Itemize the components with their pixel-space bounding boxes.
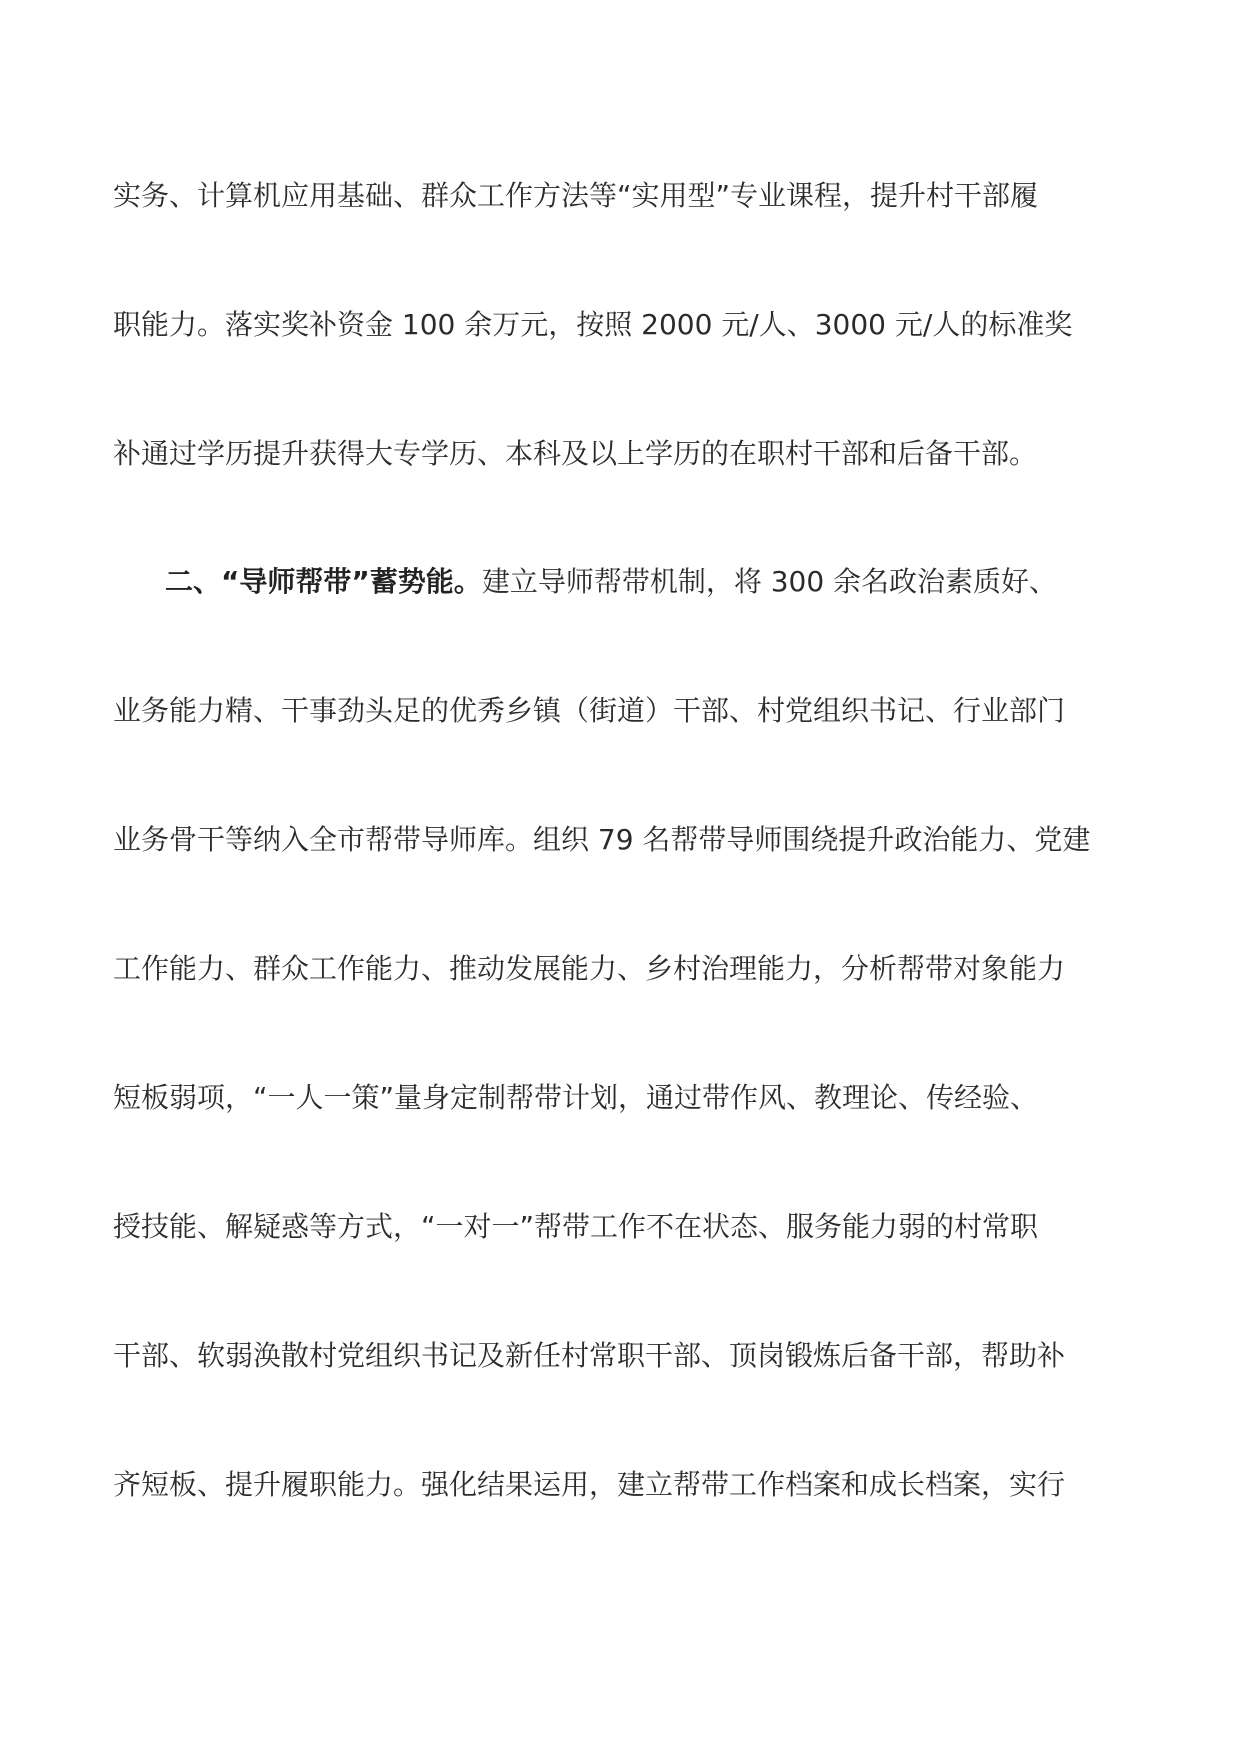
paragraph-line-1: 实务、计算机应用基础、群众工作方法等“实用型”专业课程，提升村干部履: [113, 179, 1039, 212]
section-2-first-line: [113, 562, 1143, 602]
paragraph-line-8: 短板弱项，“一人一策”量身定制帮带计划，通过带作风、教理论、传经验、: [113, 1081, 1039, 1114]
paragraph-line-5: 业务能力精、干事劲头足的优秀乡镇（街道）干部、村党组织书记、行业部门: [113, 694, 1066, 727]
paragraph-line-10: 干部、软弱涣散村党组织书记及新任村常职干部、顶岗锻炼后备干部，帮助补: [113, 1339, 1066, 1372]
paragraph-line-6: 业务骨干等纳入全市帮带导师库。组织 79 名帮带导师围绕提升政治能力、党建: [113, 823, 1091, 856]
section-2-heading: 二、“导师帮带”蓄势能。: [165, 565, 482, 598]
paragraph-line-7: 工作能力、群众工作能力、推动发展能力、乡村治理能力，分析帮带对象能力: [113, 952, 1066, 985]
paragraph-line-2: 职能力。落实奖补资金 100 余万元，按照 2000 元/人、3000 元/人的标准奖: [113, 308, 1073, 341]
paragraph-line-9: 授技能、解疑惑等方式，“一对一”帮带工作不在状态、服务能力弱的村常职: [113, 1210, 1039, 1243]
section-2-text: 建立导师帮带机制，将 300 余名政治素质好、: [481, 565, 1058, 598]
paragraph-line-3: 补通过学历提升获得大专学历、本科及以上学历的在职村干部和后备干部。: [113, 437, 1038, 470]
paragraph-line-11: 齐短板、提升履职能力。强化结果运用，建立帮带工作档案和成长档案，实行: [113, 1468, 1066, 1501]
